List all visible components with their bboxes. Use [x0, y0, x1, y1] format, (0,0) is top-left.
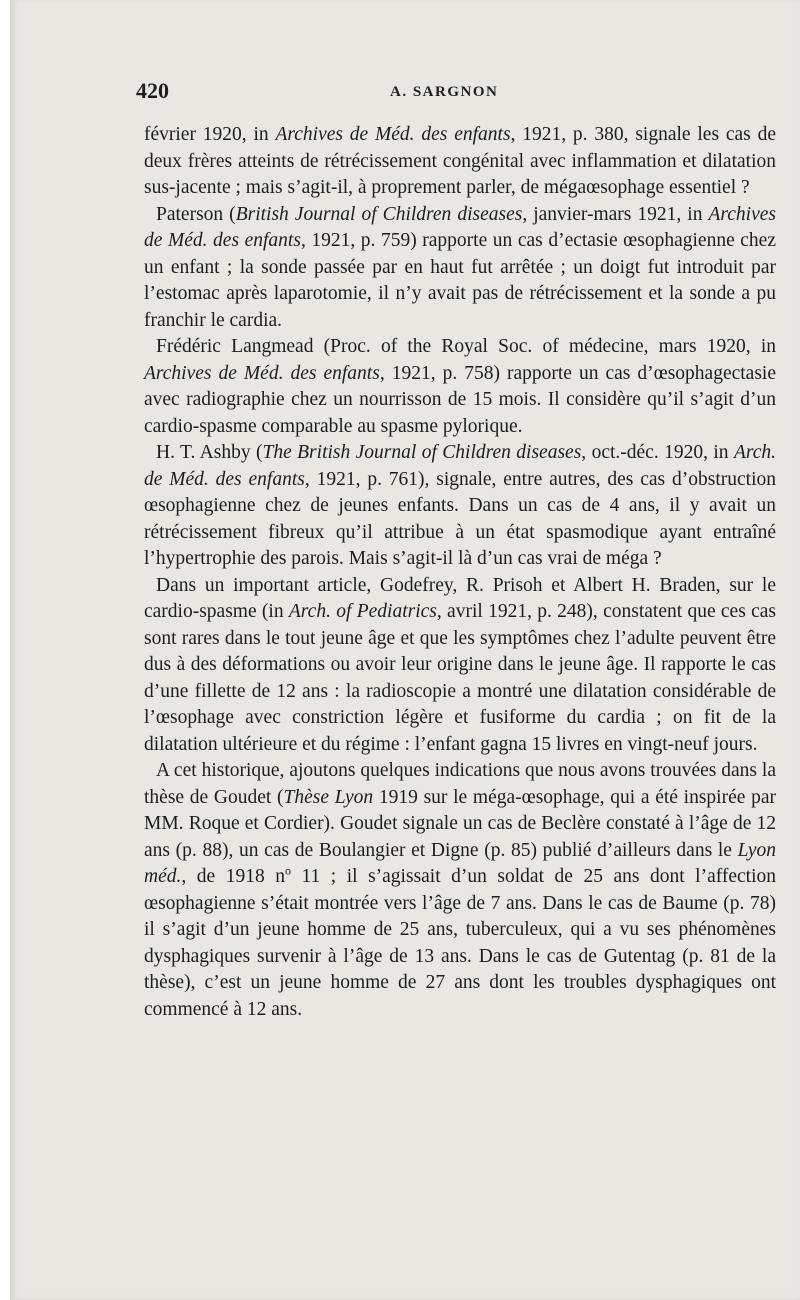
- paragraph: [144, 122, 776, 202]
- italic-citation: Archives de Méd. des enfants: [144, 203, 776, 251]
- italic-citation: The British Journal of Children diseases: [262, 442, 582, 463]
- italic-citation: British Journal of Children diseases: [235, 203, 523, 225]
- italic-citation: Arch. of Pediatrics: [288, 601, 437, 622]
- page-header: [136, 78, 776, 108]
- body-text: [144, 122, 776, 1023]
- italic-citation: Archives de Méd. des enfants: [144, 362, 380, 384]
- text-segment: , 1921, p. 758) rapporte un cas d’œsophagectasie avec radiographie chez un nourrisson de 15 mois. Il considère qu’il s’agit d’un cardio-spasme comparable au spasme pylorique.: [144, 362, 776, 437]
- italic-citation: Archives de Méd. des enfants: [275, 124, 511, 145]
- italic-citation: Lyon méd.: [144, 839, 776, 887]
- text-segment: Dans un important article, Godefrey, R. Prisoh et Albert H. Braden, sur le cardio-spasme (in: [144, 574, 776, 622]
- paragraph: [144, 573, 776, 759]
- text-segment: A cet historique, ajoutons quelques indications que nous avons trouvées dans la thèse de Goudet (: [144, 760, 776, 808]
- text-segment: 1919 sur le méga-œsophage, qui a été inspirée par MM. Roque et Cordier). Goudet signale un cas de Beclère constaté à l’âge de 12 ans (p. 88), un cas de Boulangier et Digne (p. 85) publié d’ailleurs dans le: [144, 786, 776, 861]
- text-segment: , de 1918 n: [181, 866, 285, 887]
- paragraph: [144, 202, 776, 335]
- book-page: [10, 0, 800, 1300]
- text-segment: 11 ; il s’agissait d’un soldat de 25 ans dont l’affection œsophagienne s’était montrée vers l’âge de 7 ans. Dans le cas de Baume (p. 78) il s’agit d’un jeune homme de 25 ans, tuberculeux, qui a vu ses phénomènes dysphagiques survenir à l’âge de 13 ans. Dans le cas de Gutentag (p. 81 de la thèse), c’est un jeune homme de 27 ans dont les troubles dysphagiques ont commencé à 12 ans.: [144, 866, 777, 1020]
- text-segment: Frédéric Langmead (Proc. of the Royal Soc. of médecine, mars 1920, in: [156, 336, 776, 357]
- text-segment: , 1921, p. 761), signale, entre autres, des cas d’obstruction œsophagienne chez de jeunes enfants. Dans un cas de 4 ans, il y avait un rétrécissement fibreux qu’il attribue à un état spasmodique ayant entraîné l’hypertrophie des parois. Mais s’agit-il là d’un cas vrai de méga ?: [144, 468, 776, 569]
- text-segment: H. T. Ashby (: [156, 442, 263, 463]
- paragraph: [144, 758, 776, 1023]
- italic-citation: Arch. de Méd. des enfants: [144, 442, 777, 490]
- text-segment: Paterson (: [156, 203, 236, 225]
- text-segment: , 1921, p. 380, signale les cas de deux frères atteints de rétrécissement congénital avec inflammation et dilatation sus-jacente ; mais s’agit-il, à proprement parler, de mégaœsophage essentiel ?: [144, 124, 776, 198]
- italic-citation: Thèse Lyon: [283, 786, 374, 808]
- text-segment: , oct.-déc. 1920, in: [581, 442, 734, 463]
- page-number: 420: [136, 78, 169, 103]
- superscript: o: [284, 863, 291, 878]
- running-head: A. SARGNON: [390, 84, 499, 100]
- text-segment: février 1920, in: [144, 124, 276, 145]
- text-segment: , avril 1921, p. 248), constatent que ces cas sont rares dans le tout jeune âge et que les symptômes chez l’adulte peuvent être dus à des déformations ou avoir leur origine dans le jeune âge. Il rapporte le cas d’une fillette de 12 ans : la radioscopie a montré une dilatation considérable de l’œsophage avec constriction légère et fusiforme du cardia ; on fit de la dilatation ultérieure et du régime : l’enfant gagna 15 livres en vingt-neuf jours.: [144, 601, 776, 755]
- text-segment: , 1921, p. 759) rapporte un cas d’ectasie œsophagienne chez un enfant ; la sonde passée par en haut fut arrêtée ; un doigt fut introduit par l’estomac après laparotomie, il n’y avait pas de rétrécissement et la sonde a pu franchir le cardia.: [144, 230, 776, 331]
- paragraph: [144, 440, 776, 573]
- paragraph: [144, 334, 776, 440]
- text-segment: , janvier-mars 1921, in: [522, 203, 709, 225]
